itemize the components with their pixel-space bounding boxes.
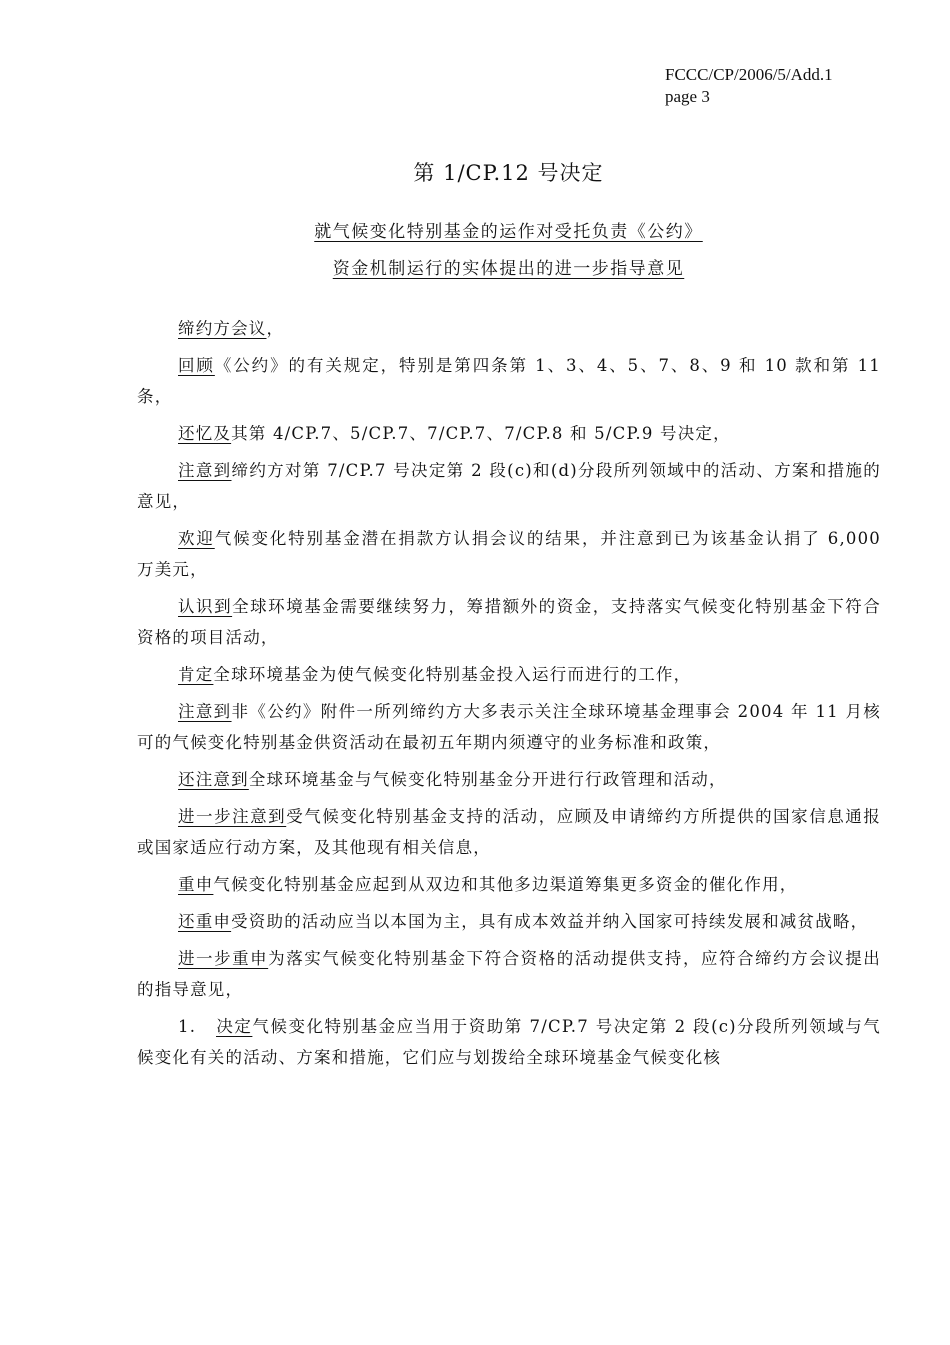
paragraph-lead: 决定 xyxy=(216,1017,253,1036)
preamble-paragraph xyxy=(137,455,881,517)
paragraph-lead: 还注意到 xyxy=(178,770,249,789)
document-symbol: FCCC/CP/2006/5/Add.1 xyxy=(665,65,833,84)
paragraph-lead: 注意到 xyxy=(178,461,232,480)
decision-body xyxy=(137,313,881,1079)
paragraph-lead: 欢迎 xyxy=(178,529,215,548)
preamble-paragraph xyxy=(137,350,881,412)
paragraph-lead: 还重申 xyxy=(178,912,232,931)
preamble-paragraph xyxy=(137,313,881,344)
paragraph-text: 气候变化特别基金潜在捐款方认捐会议的结果，并注意到已为该基金认捐了 6,000 万美元， xyxy=(137,529,882,579)
paragraph-text: 非《公约》附件一所列缔约方大多表示关注全球环境基金理事会 2004 年 11 月核可的气候变化特别基金供资活动在最初五年期内须遵守的业务标准和政策， xyxy=(137,702,881,752)
paragraph-lead: 还忆及 xyxy=(178,424,232,443)
preamble-paragraph xyxy=(137,659,881,690)
preamble-paragraph xyxy=(137,696,881,758)
paragraph-lead: 注意到 xyxy=(178,702,232,721)
decision-title: 第 1/CP.12 号决定 xyxy=(413,161,604,185)
paragraph-lead: 进一步重申 xyxy=(178,949,269,968)
page-number: page 3 xyxy=(665,87,710,106)
paragraph-text: ， xyxy=(266,319,285,338)
paragraph-text: 其第 4/CP.7、5/CP.7、7/CP.7、7/CP.8 和 5/CP.9 号决定， xyxy=(231,424,731,443)
paragraph-text: 为落实气候变化特别基金下符合资格的活动提供支持，应符合缔约方会议提出的指导意见， xyxy=(137,949,881,999)
paragraph-lead: 认识到 xyxy=(178,597,233,616)
preamble-paragraph xyxy=(137,764,881,795)
preamble-paragraph xyxy=(137,943,881,1005)
paragraph-lead: 缔约方会议 xyxy=(178,319,267,338)
paragraph-text: 全球环境基金需要继续努力，筹措额外的资金，支持落实气候变化特别基金下符合资格的项目活动， xyxy=(137,597,881,647)
preamble-paragraph xyxy=(137,591,881,653)
subtitle-line-2: 资金机制运行的实体提出的进一步指导意见 xyxy=(332,259,685,279)
paragraph-text: 气候变化特别基金应起到从双边和其他多边渠道筹集更多资金的催化作用， xyxy=(213,875,798,894)
paragraph-text: 受气候变化特别基金支持的活动，应顾及申请缔约方所提供的国家信息通报或国家适应行动方案，及其他现有相关信息， xyxy=(137,807,882,857)
preamble-paragraph xyxy=(137,801,881,863)
paragraph-lead: 进一步注意到 xyxy=(178,807,287,826)
paragraph-text: 受资助的活动应当以本国为主，具有成本效益并纳入国家可持续发展和减贫战略， xyxy=(231,912,869,931)
paragraph-text: 气候变化特别基金应当用于资助第 7/CP.7 号决定第 2 段(c)分段所列领域与气候变化有关的活动、方案和措施，它们应与划拨给全球环境基金气候变化核 xyxy=(137,1017,881,1067)
paragraph-text: 全球环境基金与气候变化特别基金分开进行行政管理和活动， xyxy=(248,770,727,789)
document-header xyxy=(665,64,833,108)
preamble-paragraph xyxy=(137,418,881,449)
preamble-paragraph xyxy=(137,523,881,585)
paragraph-text: 缔约方对第 7/CP.7 号决定第 2 段(c)和(d)分段所列领域中的活动、方案和措施的意见， xyxy=(137,461,881,511)
subtitle-line-1: 就气候变化特别基金的运作对受托负责《公约》 xyxy=(314,222,703,242)
paragraph-lead: 肯定 xyxy=(178,665,214,684)
paragraph-text: 《公约》的有关规定，特别是第四条第 1、3、4、5、7、8、9 和 10 款和第 11 条， xyxy=(137,356,881,406)
preamble-paragraph xyxy=(137,869,881,900)
paragraph-lead: 重申 xyxy=(178,875,214,894)
operative-paragraph-1 xyxy=(137,1011,881,1073)
paragraph-text: 全球环境基金为使气候变化特别基金投入运行而进行的工作， xyxy=(213,665,692,684)
paragraph-lead: 回顾 xyxy=(178,356,215,375)
paragraph-number: 1. xyxy=(178,1017,197,1036)
preamble-paragraph xyxy=(137,906,881,937)
